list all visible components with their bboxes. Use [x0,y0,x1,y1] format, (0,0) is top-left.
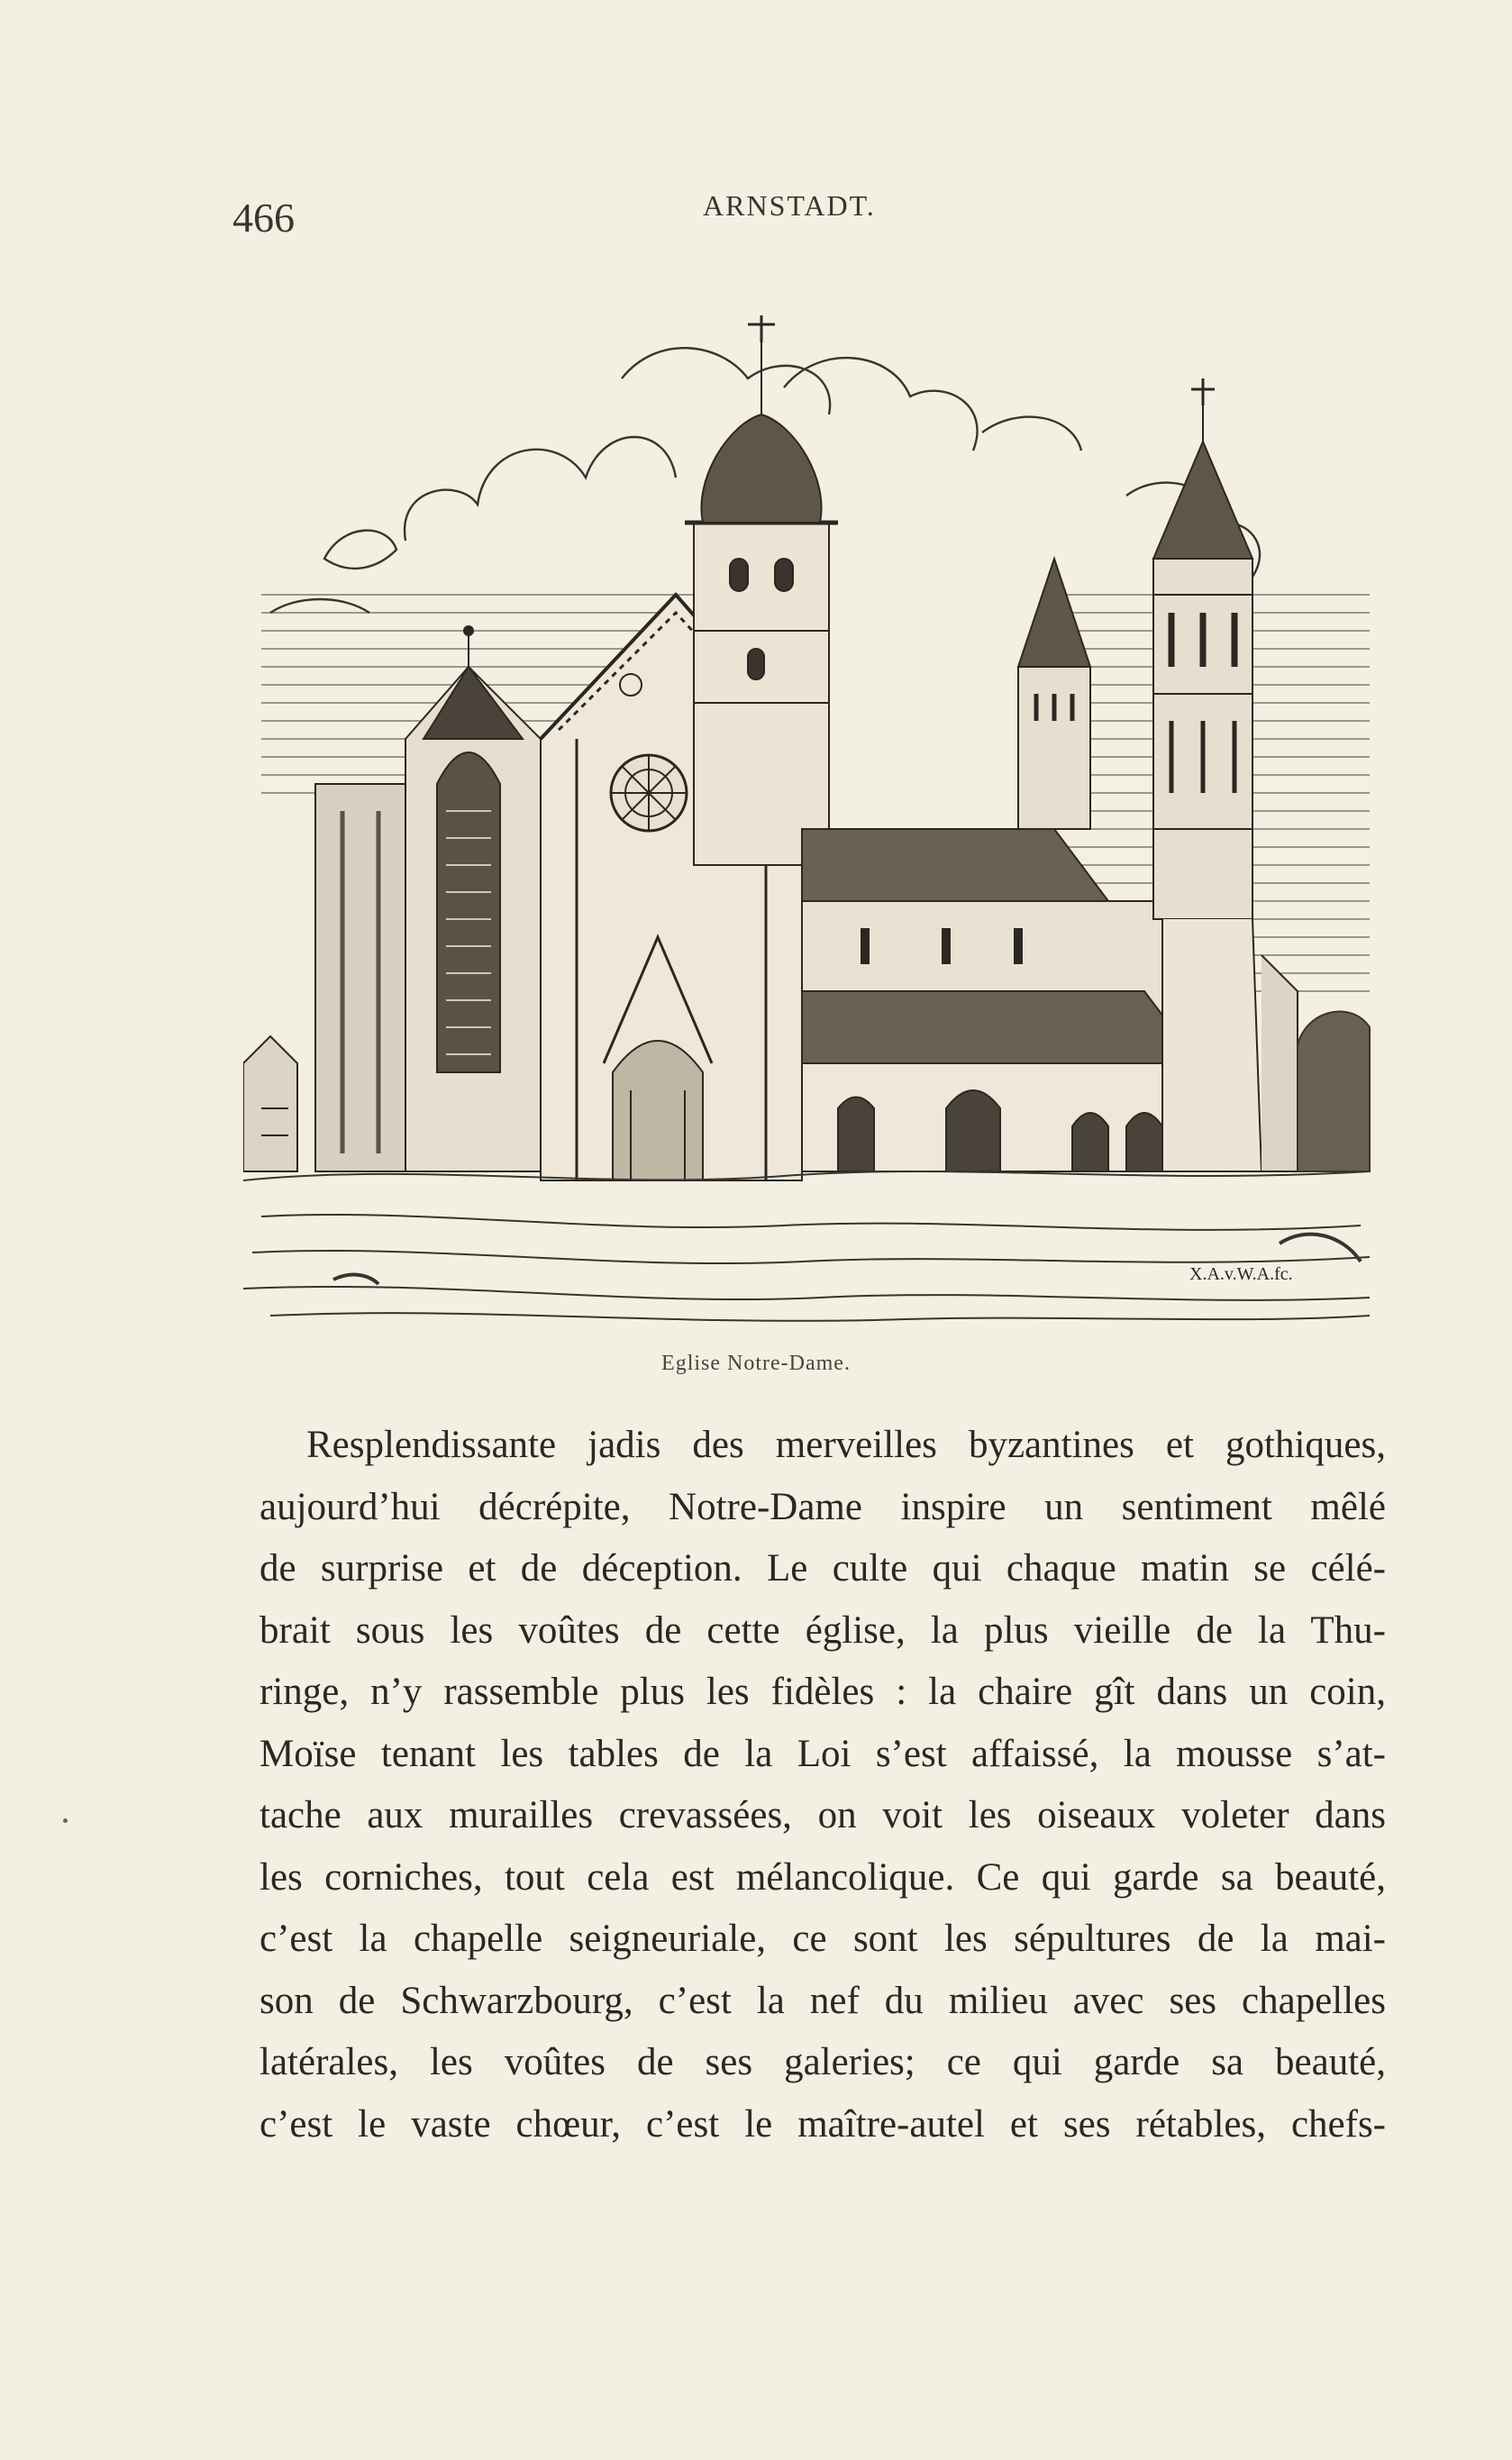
church-engraving [243,270,1379,1334]
text-line: son de Schwarzbourg, c’est la nef du milieu avec ses chapelles [260,1979,1386,2022]
text-line: Moïse tenant les tables de la Loi s’est affaissé, la mousse s’at- [260,1732,1386,1775]
middle-spire [1018,559,1090,829]
text-line: c’est le vaste chœur, c’est le maître-autel et ses rétables, chefs- [260,2102,1386,2146]
text-line: c’est la chapelle seigneuriale, ce sont les sépultures de la mai- [260,1918,1386,1960]
bell-tower [685,315,838,865]
west-chapel [315,626,541,1171]
text-line: Resplendissante jadis des merveilles byzantines et gothiques, [306,1424,1386,1466]
text-line: les corniches, tout cela est mélancolique. Ce qui garde sa beauté, [260,1855,1386,1899]
paper-speck [63,1818,68,1823]
text-line: brait sous les voûtes de cette église, la plus vieille de la Thu- [260,1608,1386,1652]
trees [1298,1012,1370,1171]
text-line: de surprise et de déception. Le culte qui chaque matin se célé- [260,1547,1386,1590]
text-line: aujourd’hui décrépite, Notre-Dame inspire un sentiment mêlé [260,1485,1386,1528]
figure-caption: Eglise Notre-Dame. [661,1352,851,1375]
running-title: ARNSTADT. [703,189,876,222]
text-line: ringe, n’y rassemble plus les fidèles : la chaire gît dans un coin, [260,1671,1386,1713]
body-paragraph [260,1415,1386,2155]
text-line: tache aux murailles crevassées, on voit les oiseaux voleter dans [260,1794,1386,1836]
ground [243,1171,1370,1321]
engraver-signature: X.A.v.W.A.fc. [1189,1264,1293,1284]
houses-left [243,1036,297,1171]
text-line: latérales, les voûtes de ses galeries; ce qui garde sa beauté, [260,2041,1386,2083]
page-number: 466 [232,195,295,241]
